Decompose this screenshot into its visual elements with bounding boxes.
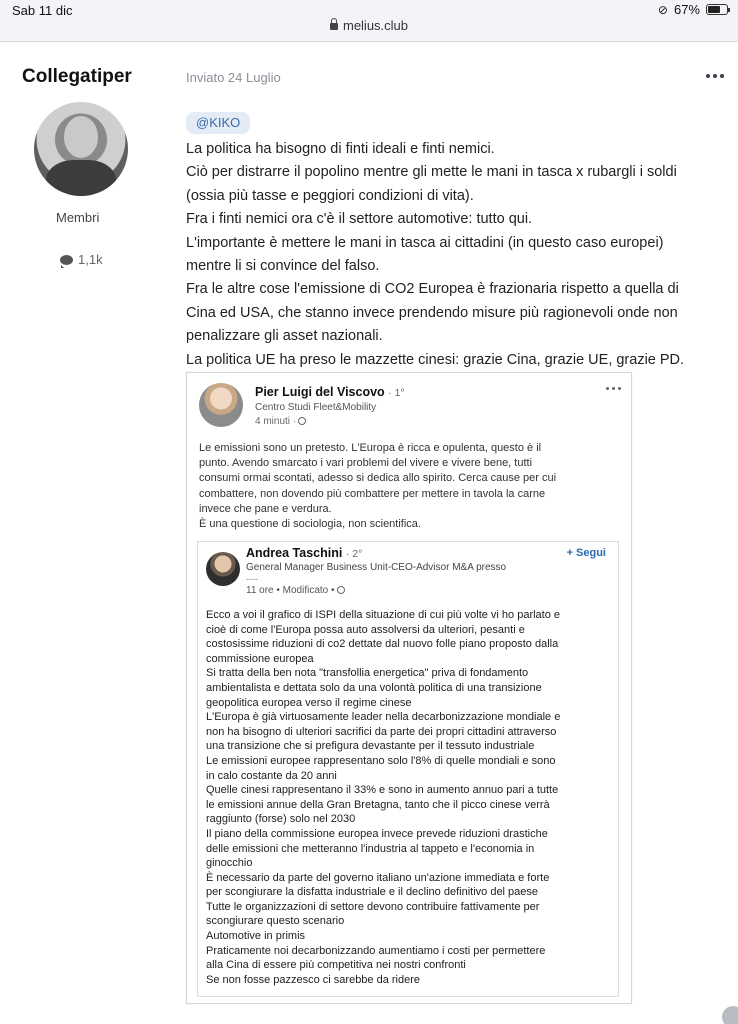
text-line: Le emissioni sono un pretesto. L'Europa è ricca e opulenta, questo è il (199, 442, 542, 454)
comment-icon (60, 255, 73, 265)
embedded-screenshot (186, 372, 632, 1004)
embedded-author-degree: · 1° (388, 387, 405, 399)
address-bar[interactable] (0, 18, 738, 42)
embedded-post-time (255, 416, 306, 427)
text-line: Tutte le organizzazioni di settore devono contribuire fattivamente per (206, 900, 540, 913)
text-line: Si tratta della ben nota "transfollia energetica" priva di fondamento (206, 667, 529, 680)
text-line: ginocchio (206, 857, 253, 870)
embedded-author-avatar (199, 383, 243, 427)
shared-author-name-text: Andrea Taschini (246, 546, 343, 560)
text-line: le emissioni annue della Gran Bretagna, tanto che il picco cinese verrà (206, 798, 550, 811)
text-line: Fra le altre cose l'emissione di CO2 Europea è frazionaria rispetto a quella di (186, 281, 679, 298)
mention-tag[interactable]: @KIKO (186, 112, 250, 134)
text-line: in calo costante da 20 anni (206, 769, 337, 782)
text-line: Fra i finti nemici ora c'è il settore automotive: tutto qui. (186, 211, 533, 228)
text-line: Il piano della commissione europea invece prevede riduzioni drastiche (206, 827, 548, 840)
text-line: Cina ed USA, che stanno invece prendendo misure più ragionevoli onde non (186, 304, 678, 321)
text-line: L'Europa è già virtuosamente leader nella decarbonizzazione mondiale e (206, 711, 561, 724)
post-count-value: 1,1k (78, 252, 103, 267)
battery-icon (706, 4, 728, 15)
text-line: La politica UE ha preso le mazzette cinesi: grazie Cina, grazie UE, grazie PD. (186, 351, 685, 368)
text-line: mentre li si convince del falso. (186, 258, 380, 275)
embedded-author-subtitle: Centro Studi Fleet&Mobility (255, 402, 377, 413)
embedded-post-time-text: 4 minuti · (255, 416, 297, 427)
text-line: delle emissioni che metteranno l'industria al tappeto e l'economia in (206, 842, 535, 855)
post-count (60, 252, 103, 267)
text-line: Automotive in primis (206, 930, 306, 943)
status-time: Sab 11 dic (12, 3, 73, 18)
text-line: costosissime riduzioni di co2 dettate dal nuovo folle piano proposto dalla (206, 638, 559, 651)
shared-author-degree: · 2° (345, 548, 363, 560)
text-line: L'importante è mettere le mani in tasca ai cittadini (in questo caso europei) (186, 234, 664, 251)
text-line: alla Cina di essere più competitiva nei nostri confronti (206, 959, 466, 972)
text-line: cioè di come l'Europa possa auto assolversi da ulteriori, pesanti e (206, 623, 525, 636)
shared-author-dashes: ---- (246, 574, 258, 584)
text-line: La politica ha bisogno di finti ideali e finti nemici. (186, 141, 495, 157)
text-line: Le emissioni europee rappresentano solo l'8% di quelle mondiali e sono (206, 754, 556, 767)
follow-button: + Segui (566, 547, 606, 559)
shared-post-text (206, 608, 616, 987)
text-line: geopolitica europea verso il regime cinese (206, 696, 412, 709)
shared-post-time-text: 11 ore • Modificato • (246, 585, 335, 596)
text-line: Quelle cinesi rappresentano il 33% e sono in aumento annuo pari a tutte (206, 784, 559, 797)
post-author[interactable]: Collegatiper (22, 66, 132, 87)
embedded-author-name-text: Pier Luigi del Viscovo (255, 385, 385, 399)
battery-fill (708, 6, 720, 13)
lock-icon (330, 23, 338, 30)
globe-icon (337, 586, 345, 594)
shared-post-time (246, 585, 345, 596)
text-line: Ciò per distrarre il popolino mentre gli mette le mani in tasca x rubargli i soldi (186, 164, 677, 181)
text-line: ambientalista e dettata solo da una volontà politica di una transizione (206, 681, 542, 694)
text-line: non ha bisogno di ulteriori sacrifici da parte dei propri cittadini attraverso (206, 725, 557, 738)
text-line: per scongiurare la disfatta industriale e il declino definitivo del paese (206, 886, 539, 899)
text-line: combattere, non dovendo più combattere per mettere in tavola la carne (199, 487, 546, 500)
embedded-more-icon (606, 387, 621, 390)
post-date[interactable]: Inviato 24 Luglio (186, 70, 281, 85)
shared-author-name (246, 546, 362, 560)
embedded-author-name (255, 385, 405, 399)
url-text: melius.club (342, 18, 409, 33)
text-line: raggiunto (forse) solo nel 2030 (206, 813, 356, 826)
post-body (186, 138, 726, 372)
text-line: invece che pane e verdura. (199, 502, 332, 515)
text-line: una transizione che si prefigura devastante per il tessuto industriale (206, 740, 535, 753)
embedded-post-text (199, 441, 619, 532)
text-line: commissione europea (206, 652, 314, 665)
text-line: È necessario da parte del governo italiano un'azione immediata e forte (206, 871, 550, 884)
forum-post (0, 42, 738, 1024)
avatar-body (46, 160, 116, 196)
text-line: consumi ormai scontati, adesso si dedica allo spirito. Cerca cause per cui (199, 472, 557, 485)
text-line: (ossia più tasse e peggiori condizioni di vita). (186, 187, 474, 204)
shared-author-avatar (206, 552, 240, 586)
globe-icon (298, 417, 306, 425)
link-icon: ⊘ (657, 2, 668, 17)
battery-percent: 67% (673, 2, 700, 17)
author-role: Membri (56, 210, 100, 225)
text-line: Praticamente noi decarbonizzando aumentiamo i costi per permettere (206, 944, 546, 957)
more-options-icon[interactable] (706, 74, 724, 78)
avatar-face (64, 116, 98, 158)
scroll-to-top-icon[interactable] (722, 1006, 738, 1024)
shared-author-subtitle: General Manager Business Unit-CEO-Advisor M&A presso (246, 562, 507, 573)
text-line: punto. Avendo smarcato i vari problemi del vivere e vivere bene, tutti (199, 457, 533, 470)
text-line: Ecco a voi il grafico di ISPI della situazione di cui più volte vi ho parlato e (206, 609, 561, 621)
author-avatar[interactable] (34, 102, 128, 196)
text-line: penalizzare gli asset nazionali. (186, 328, 383, 345)
shared-post (197, 541, 619, 997)
text-line: È una questione di sociologia, non scientifica. (199, 518, 421, 531)
text-line: scongiurare questo scenario (206, 915, 345, 928)
battery-indicator (658, 2, 728, 17)
text-line: Se non fosse pazzesco ci sarebbe da ridere (206, 973, 421, 986)
